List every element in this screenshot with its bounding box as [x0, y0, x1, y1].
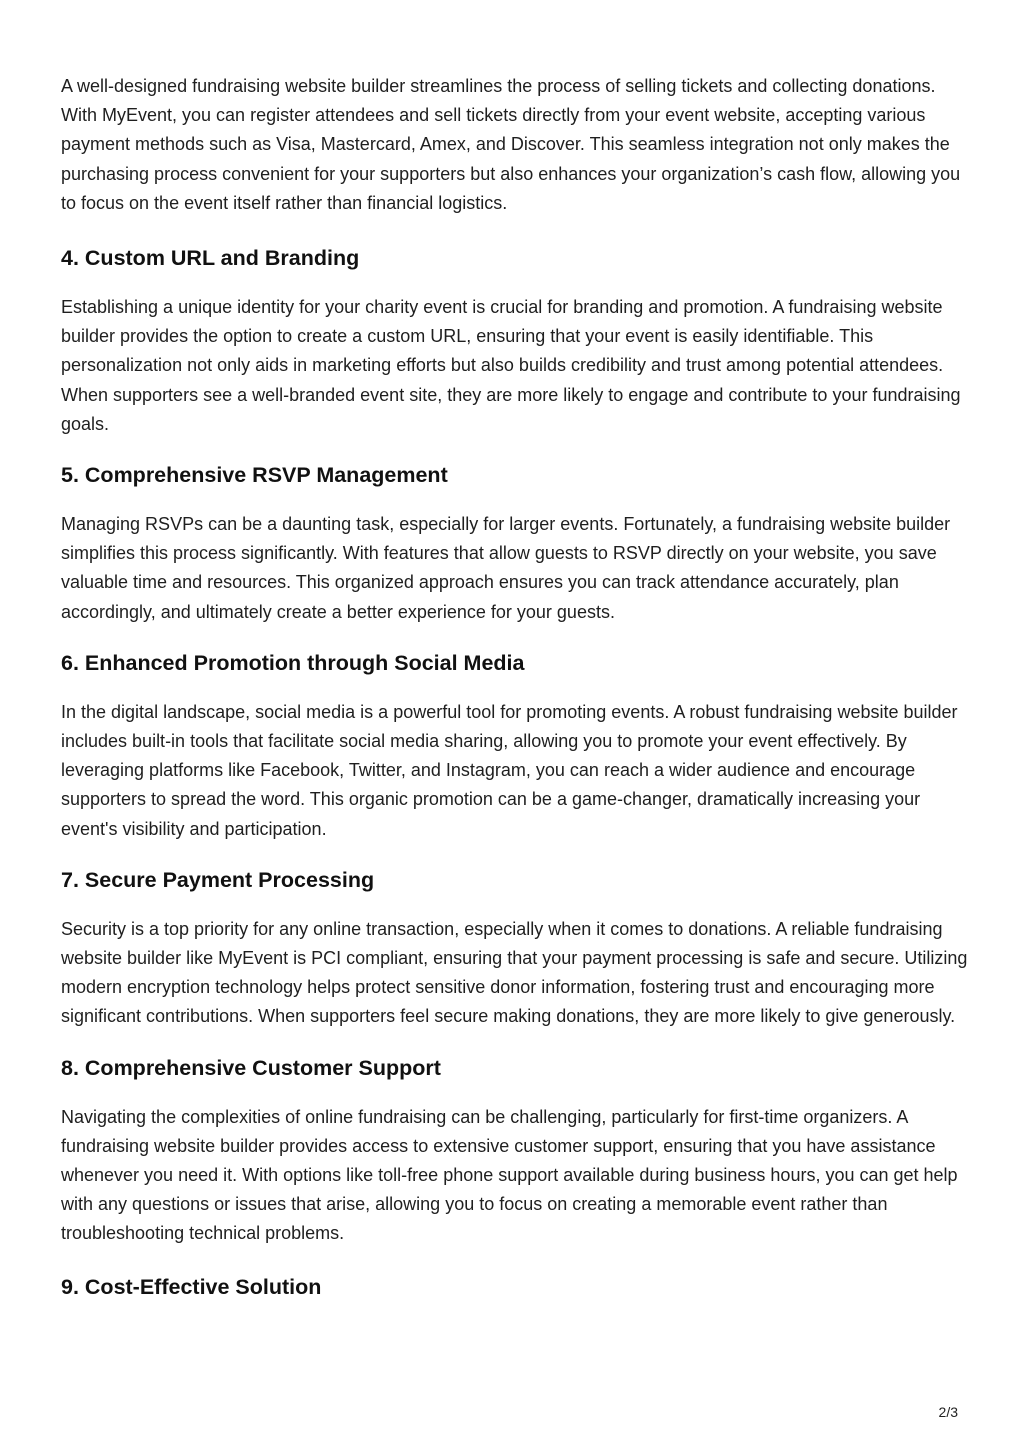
section-body-custom-url: Establishing a unique identity for your charity event is crucial for branding and promotion. A fundraising website builder provides the option to create a custom URL, ensuring that your event is easily identifiable. This personalization not only aids in marketing efforts but also builds credibility and trust among potential attendees. When supporters see a well-branded event site, they are more likely to engage and contribute to your fundraising goals.	[61, 297, 961, 434]
section-body-social-media: In the digital landscape, social media is a powerful tool for promoting events. A robust fundraising website builder includes built-in tools that facilitate social media sharing, allowing you to promote your event effectively. By leveraging platforms like Facebook, Twitter, and Instagram, you can reach a wider audience and encourage supporters to spread the word. This organic promotion can be a game-changer, dramatically increasing your event's visibility and participation.	[61, 701, 958, 839]
section-heading-custom-url: 4. Custom URL and Branding	[61, 246, 360, 271]
intro-paragraph: A well-designed fundraising website builder streamlines the process of selling tickets and collecting donations. With MyEvent, you can register attendees and sell tickets directly from your event website, accepting various payment methods such as Visa, Mastercard, Amex, and Discover. This seamless integration not only makes the purchasing process convenient for your supporters but also enhances your organization’s cash flow, allowing you to focus on the event itself rather than financial logistics.	[61, 76, 961, 213]
section-heading-customer-support: 8. Comprehensive Customer Support	[61, 1055, 441, 1080]
page-number: 2/3	[938, 1404, 958, 1420]
section-body-secure-payment: Security is a top priority for any online transaction, especially when it comes to donations. A reliable fundraising website builder like MyEvent is PCI compliant, ensuring that your payment processing is safe and secure. Utilizing modern encryption technology helps protect sensitive donor information, fostering trust and encouraging more significant contributions. When supporters feel secure making donations, they are more likely to give generously.	[61, 918, 968, 1027]
document-page	[61, 72, 973, 1302]
section-heading-secure-payment: 7. Secure Payment Processing	[61, 867, 375, 892]
section-body-rsvp: Managing RSVPs can be a daunting task, especially for larger events. Fortunately, a fundraising website builder simplifies this process significantly. With features that allow guests to RSVP directly on your website, you save valuable time and resources. This organized approach ensures you can track attendance accurately, plan accordingly, and ultimately create a better experience for your guests.	[61, 514, 951, 622]
section-heading-cost-effective: 9. Cost-Effective Solution	[61, 1274, 322, 1299]
section-heading-social-media: 6. Enhanced Promotion through Social Media	[61, 650, 525, 675]
section-heading-rsvp: 5. Comprehensive RSVP Management	[61, 463, 448, 488]
section-body-customer-support: Navigating the complexities of online fundraising can be challenging, particularly for first-time organizers. A fundraising website builder provides access to extensive customer support, ensuring that you have assistance whenever you need it. With options like toll-free phone support available during business hours, you can get help with any questions or issues that arise, allowing you to focus on creating a memorable event rather than troubleshooting technical problems.	[61, 1106, 958, 1244]
